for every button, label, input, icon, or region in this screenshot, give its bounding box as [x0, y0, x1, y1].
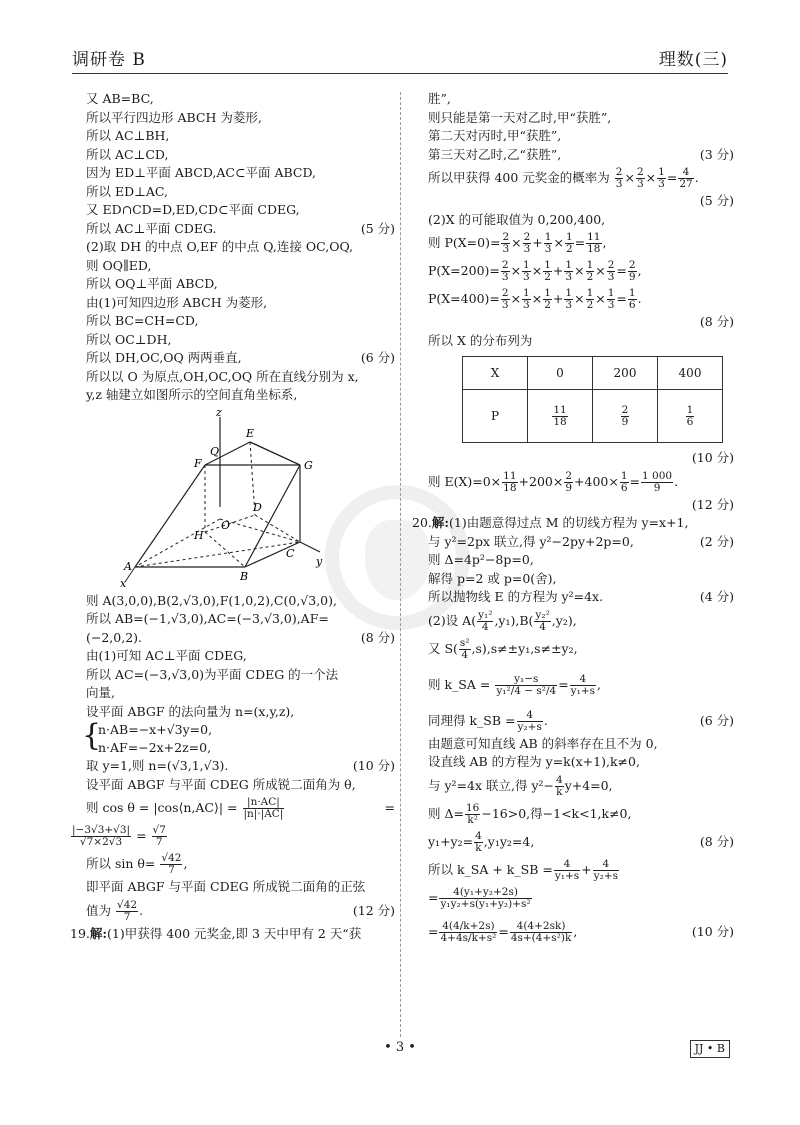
text-line: 向量,	[86, 685, 115, 700]
score: (2 分)	[699, 533, 734, 549]
fraction: $\frac{|-3√3+√3|}{√7\times 2√3}$	[72, 824, 131, 848]
table-cell: 0	[528, 357, 593, 390]
label-a: A	[124, 559, 132, 573]
text-line	[70, 349, 395, 368]
badge: JJ • B	[690, 1040, 730, 1058]
label-h: H	[194, 528, 204, 542]
text-line	[70, 629, 395, 648]
q-number: 19.	[70, 925, 90, 941]
right-column	[412, 90, 734, 952]
p200-line: P(X=200)= $\frac{2}{3}$ × $\frac{1}{3}$ × $\frac{1}{2}$ + $\frac{1}{3}$ × $\frac{1}{2}$ × $\frac{2}{3}$ = $\frac{2}{9}$ ,	[428, 259, 642, 283]
text-line: 则只能是第一天对乙时,甲“获胜”,	[428, 109, 612, 125]
score: (8 分)	[699, 314, 734, 329]
table-cell: X	[463, 357, 528, 390]
fraction: $\frac{√42}{7}$	[117, 898, 138, 923]
text-line: 所以抛物线 E 的方程为 y²=4x. (4 分)	[412, 588, 734, 607]
table-cell: 200	[593, 357, 658, 390]
score: (8 分)	[360, 629, 395, 645]
text-line: 第二天对丙时,甲“获胜”,	[428, 128, 562, 143]
text-line: y,z 轴建立如图所示的空间直角坐标系,	[86, 387, 298, 402]
text-line	[412, 313, 734, 332]
score: (10 分)	[691, 450, 734, 465]
equation-system	[70, 718, 395, 757]
header-rule	[72, 73, 728, 74]
score: (3 分)	[699, 146, 734, 162]
brace-icon: {	[82, 718, 102, 753]
text: 所以甲获得 400 元奖金的概率为	[428, 170, 610, 185]
score: (4 分)	[699, 589, 734, 604]
fraction: $\frac{|n\cdot AC|}{|n|\cdot|AC|}$	[243, 796, 284, 820]
score: (12 分)	[352, 902, 395, 918]
vieta-line: y₁+y₂= $\frac{4}{k}$ ,y₁y₂=4, (8 分)	[428, 829, 734, 854]
text-line: (2)取 DH 的中点 O,EF 的中点 Q,连接 OC,OQ,	[86, 239, 354, 254]
label-y: y	[316, 554, 323, 568]
text: 取 y=1,则 n=(√3,1,√3).	[86, 758, 229, 773]
table-cell: $\frac{2}{9}$	[593, 390, 658, 443]
p400-line: P(X=400)= $\frac{2}{3}$ × $\frac{1}{3}$ × $\frac{1}{2}$ + $\frac{1}{3}$ × $\frac{1}{2}$ × $\frac{1}{3}$ = $\frac{1}{6}$ .	[428, 287, 642, 311]
label-o: O	[221, 518, 231, 532]
set-s-line: 又 S( $\frac{\text{s²}}{4}$ ,s),s≠±y₁,s≠±y₂,	[428, 636, 578, 661]
sys-line: n·AF=−2x+2z=0,	[98, 740, 212, 755]
text-line: 所以平行四边形 ABCH 为菱形,	[86, 109, 262, 125]
text-line: 又 AB=BC,	[86, 91, 154, 106]
prob-line: 所以甲获得 400 元奖金的概率为 $\frac{2}{3}$ × $\frac{2}{3}$ × $\frac{1}{3}$ = $\frac{4}{27}$ .	[428, 166, 699, 190]
label-d: D	[253, 500, 262, 514]
score: (5 分)	[699, 193, 734, 208]
text: (1)甲获得 400 元奖金,即 3 天中甲有 2 天“获	[107, 925, 362, 941]
text-line: 则 OQ∥ED,	[86, 257, 152, 273]
ksa-line: 则 k_SA = $\frac{\text{y₁−s}}{\text{y₁²/4 − s²/4}}$ = $\frac{4}{\text{y₁+s}}$ ,	[428, 672, 601, 697]
page-number: • 3 •	[384, 1040, 416, 1055]
text-line: 胜”,	[428, 91, 451, 106]
label-g: G	[304, 458, 313, 472]
text-line	[412, 449, 734, 468]
p0-line: 则 P(X=0)= $\frac{2}{3}$ × $\frac{2}{3}$ + $\frac{1}{3}$ × $\frac{1}{2}$ = $\frac{11}{18}$ ,	[428, 231, 607, 255]
ksb-line: 同理得 k_SB = $\frac{4}{\text{y₂+s}}$ . (6 分)	[428, 708, 734, 733]
sys-line: n·AB=−x+√3y=0,	[98, 722, 213, 737]
column-divider	[400, 92, 401, 1037]
table-cell: P	[463, 390, 528, 443]
text-line: 所以 BC=CH=CD,	[86, 313, 199, 328]
text: 第三天对乙时,乙“获胜”,	[428, 146, 562, 162]
distribution-table	[462, 356, 723, 443]
set-line: (2)设 A( $\frac{\text{y₁²}}{4}$ ,y₁),B( $\frac{\text{y₂²}}{4}$ ,y₂),	[428, 608, 577, 633]
ex-line: 则 E(X)=0× $\frac{11}{18}$ +200× $\frac{2}{9}$ +400× $\frac{1}{6}$ = $\frac{1 000}{9}$ .	[428, 469, 679, 494]
text-line: 与 y²=2px 联立,得 y²−2py+2p=0, (2 分)	[412, 533, 734, 552]
text-line: 所以 AB=(−1,√3,0),AC=(−3,√3,0),AF=	[86, 611, 329, 626]
label-f: F	[194, 456, 202, 470]
score: (6 分)	[360, 350, 395, 365]
fraction: $\frac{√7}{7}$	[152, 824, 166, 848]
text-line	[412, 146, 734, 165]
header-right: 理数(三)	[658, 50, 728, 70]
question-19	[70, 925, 395, 944]
text: (−2,0,2).	[86, 629, 143, 645]
text-line: 设平面 ABGF 的法向量为 n=(x,y,z),	[86, 703, 295, 719]
frac-line: $\frac{|-3√3+√3|}{√7\times 2√3}$ = $\frac{√7}{7}$	[72, 824, 166, 848]
text-line: 解得 p=2 或 p=0(舍),	[428, 570, 557, 586]
cos-line	[70, 794, 395, 822]
text: 所以 AC⊥平面 CDEG.	[86, 220, 217, 236]
score: (5 分)	[360, 220, 395, 236]
text-line	[70, 220, 395, 239]
text-line: 又 ED∩CD=D,ED,CD⊂平面 CDEG,	[86, 202, 300, 217]
text-line: 所以 OC⊥DH,	[86, 331, 172, 347]
score: (10 分)	[352, 758, 395, 773]
q-label: 解:	[89, 925, 108, 941]
label-c: C	[286, 546, 295, 560]
text-line: 值为 $\frac{√42}{7}$ . (12 分)	[86, 898, 395, 923]
label-z: z	[216, 406, 222, 419]
text-line: 则 A(3,0,0),B(2,√3,0),F(1,0,2),C(0,√3,0),	[86, 592, 337, 608]
label-x: x	[120, 576, 127, 587]
text-line: 设平面 ABGF 与平面 CDEG 所成锐二面角为 θ,	[86, 776, 356, 792]
label-e: E	[246, 426, 255, 440]
step3-line: = $\frac{4(4/k+2s)}{\text{4+4s/k+s²}}$ = $\frac{4(4+2sk)}{\text{4s+(4+s²)k}}$ , (10 分)	[412, 912, 734, 952]
delta2-line: 则 Δ= $\frac{16}{\text{k²}}$ −16>0,得−1<k<1,k≠0,	[428, 801, 632, 826]
text: 所以 DH,OC,OQ 两两垂直,	[86, 350, 242, 365]
score: (8 分)	[699, 833, 734, 849]
text: 则 cos θ = |cos⟨n,AC⟩| =	[86, 800, 238, 815]
text-line: 由题意可知直线 AB 的斜率存在且不为 0,	[428, 735, 658, 751]
text: 值为	[86, 902, 112, 918]
header-left: 调研卷 B	[72, 50, 146, 70]
text-line: 所以 AC⊥BH,	[86, 128, 170, 143]
text-line: 所以 ED⊥AC,	[86, 183, 168, 199]
text-line: 所以 AC⊥CD,	[86, 146, 169, 162]
label-b: B	[240, 569, 249, 583]
text-line: 所以以 O 为原点,OH,OC,OQ 所在直线分别为 x,	[86, 368, 359, 384]
text-line: 设直线 AB 的方程为 y=k(x+1),k≠0,	[428, 754, 640, 769]
step2-line: = $\frac{\text{4(y₁+y₂+2s)}}{\text{y₁y₂+s(y₁+y₂)+s²}}$	[428, 885, 531, 910]
text: =	[384, 800, 395, 815]
label-q: Q	[210, 444, 220, 458]
score: (10 分)	[691, 923, 734, 939]
text-line: 即平面 ABGF 与平面 CDEG 所成锐二面角的正弦	[86, 879, 366, 894]
table-cell: $\frac{1}{6}$	[658, 390, 723, 443]
fraction: $\frac{√42}{7}$	[161, 852, 182, 876]
coordinate-figure	[70, 407, 395, 587]
text-line: 所以 AC=(−3,√3,0)为平面 CDEG 的一个法	[86, 666, 339, 682]
score: (6 分)	[699, 712, 734, 728]
text-line: 所以 X 的分布列为	[428, 332, 533, 348]
text-line: 因为 ED⊥平面 ABCD,AC⊂平面 ABCD,	[86, 165, 317, 180]
left-column	[70, 90, 395, 943]
table-cell: 400	[658, 357, 723, 390]
text: 所以 sin θ=	[86, 856, 156, 871]
text-line: 由(1)可知 AC⊥平面 CDEG,	[86, 648, 247, 663]
score: (12 分)	[691, 496, 734, 512]
text-line: (2)X 的可能取值为 0,200,400,	[428, 211, 606, 227]
text-line: 所以 OQ⊥平面 ABCD,	[86, 276, 218, 291]
sin-line: 所以 sin θ= $\frac{√42}{7}$ ,	[86, 852, 188, 876]
ksum-line: 所以 k_SA + k_SB = $\frac{4}{\text{y₁+s}}$ + $\frac{4}{\text{y₂+s}}$	[428, 857, 618, 882]
text-line: 则 Δ=4p²−8p=0,	[428, 552, 534, 567]
question-20: 20.解:(1)由题意得过点 M 的切线方程为 y=x+1,	[412, 515, 689, 530]
sub-line: 与 y²=4x 联立,得 y²− $\frac{4}{k}$ y+4=0,	[428, 773, 613, 798]
text-line	[412, 192, 734, 211]
table-cell: $\frac{11}{18}$	[528, 390, 593, 443]
text-line	[70, 757, 395, 776]
text-line	[412, 496, 734, 515]
text-line: 由(1)可知四边形 ABCH 为菱形,	[86, 294, 268, 310]
